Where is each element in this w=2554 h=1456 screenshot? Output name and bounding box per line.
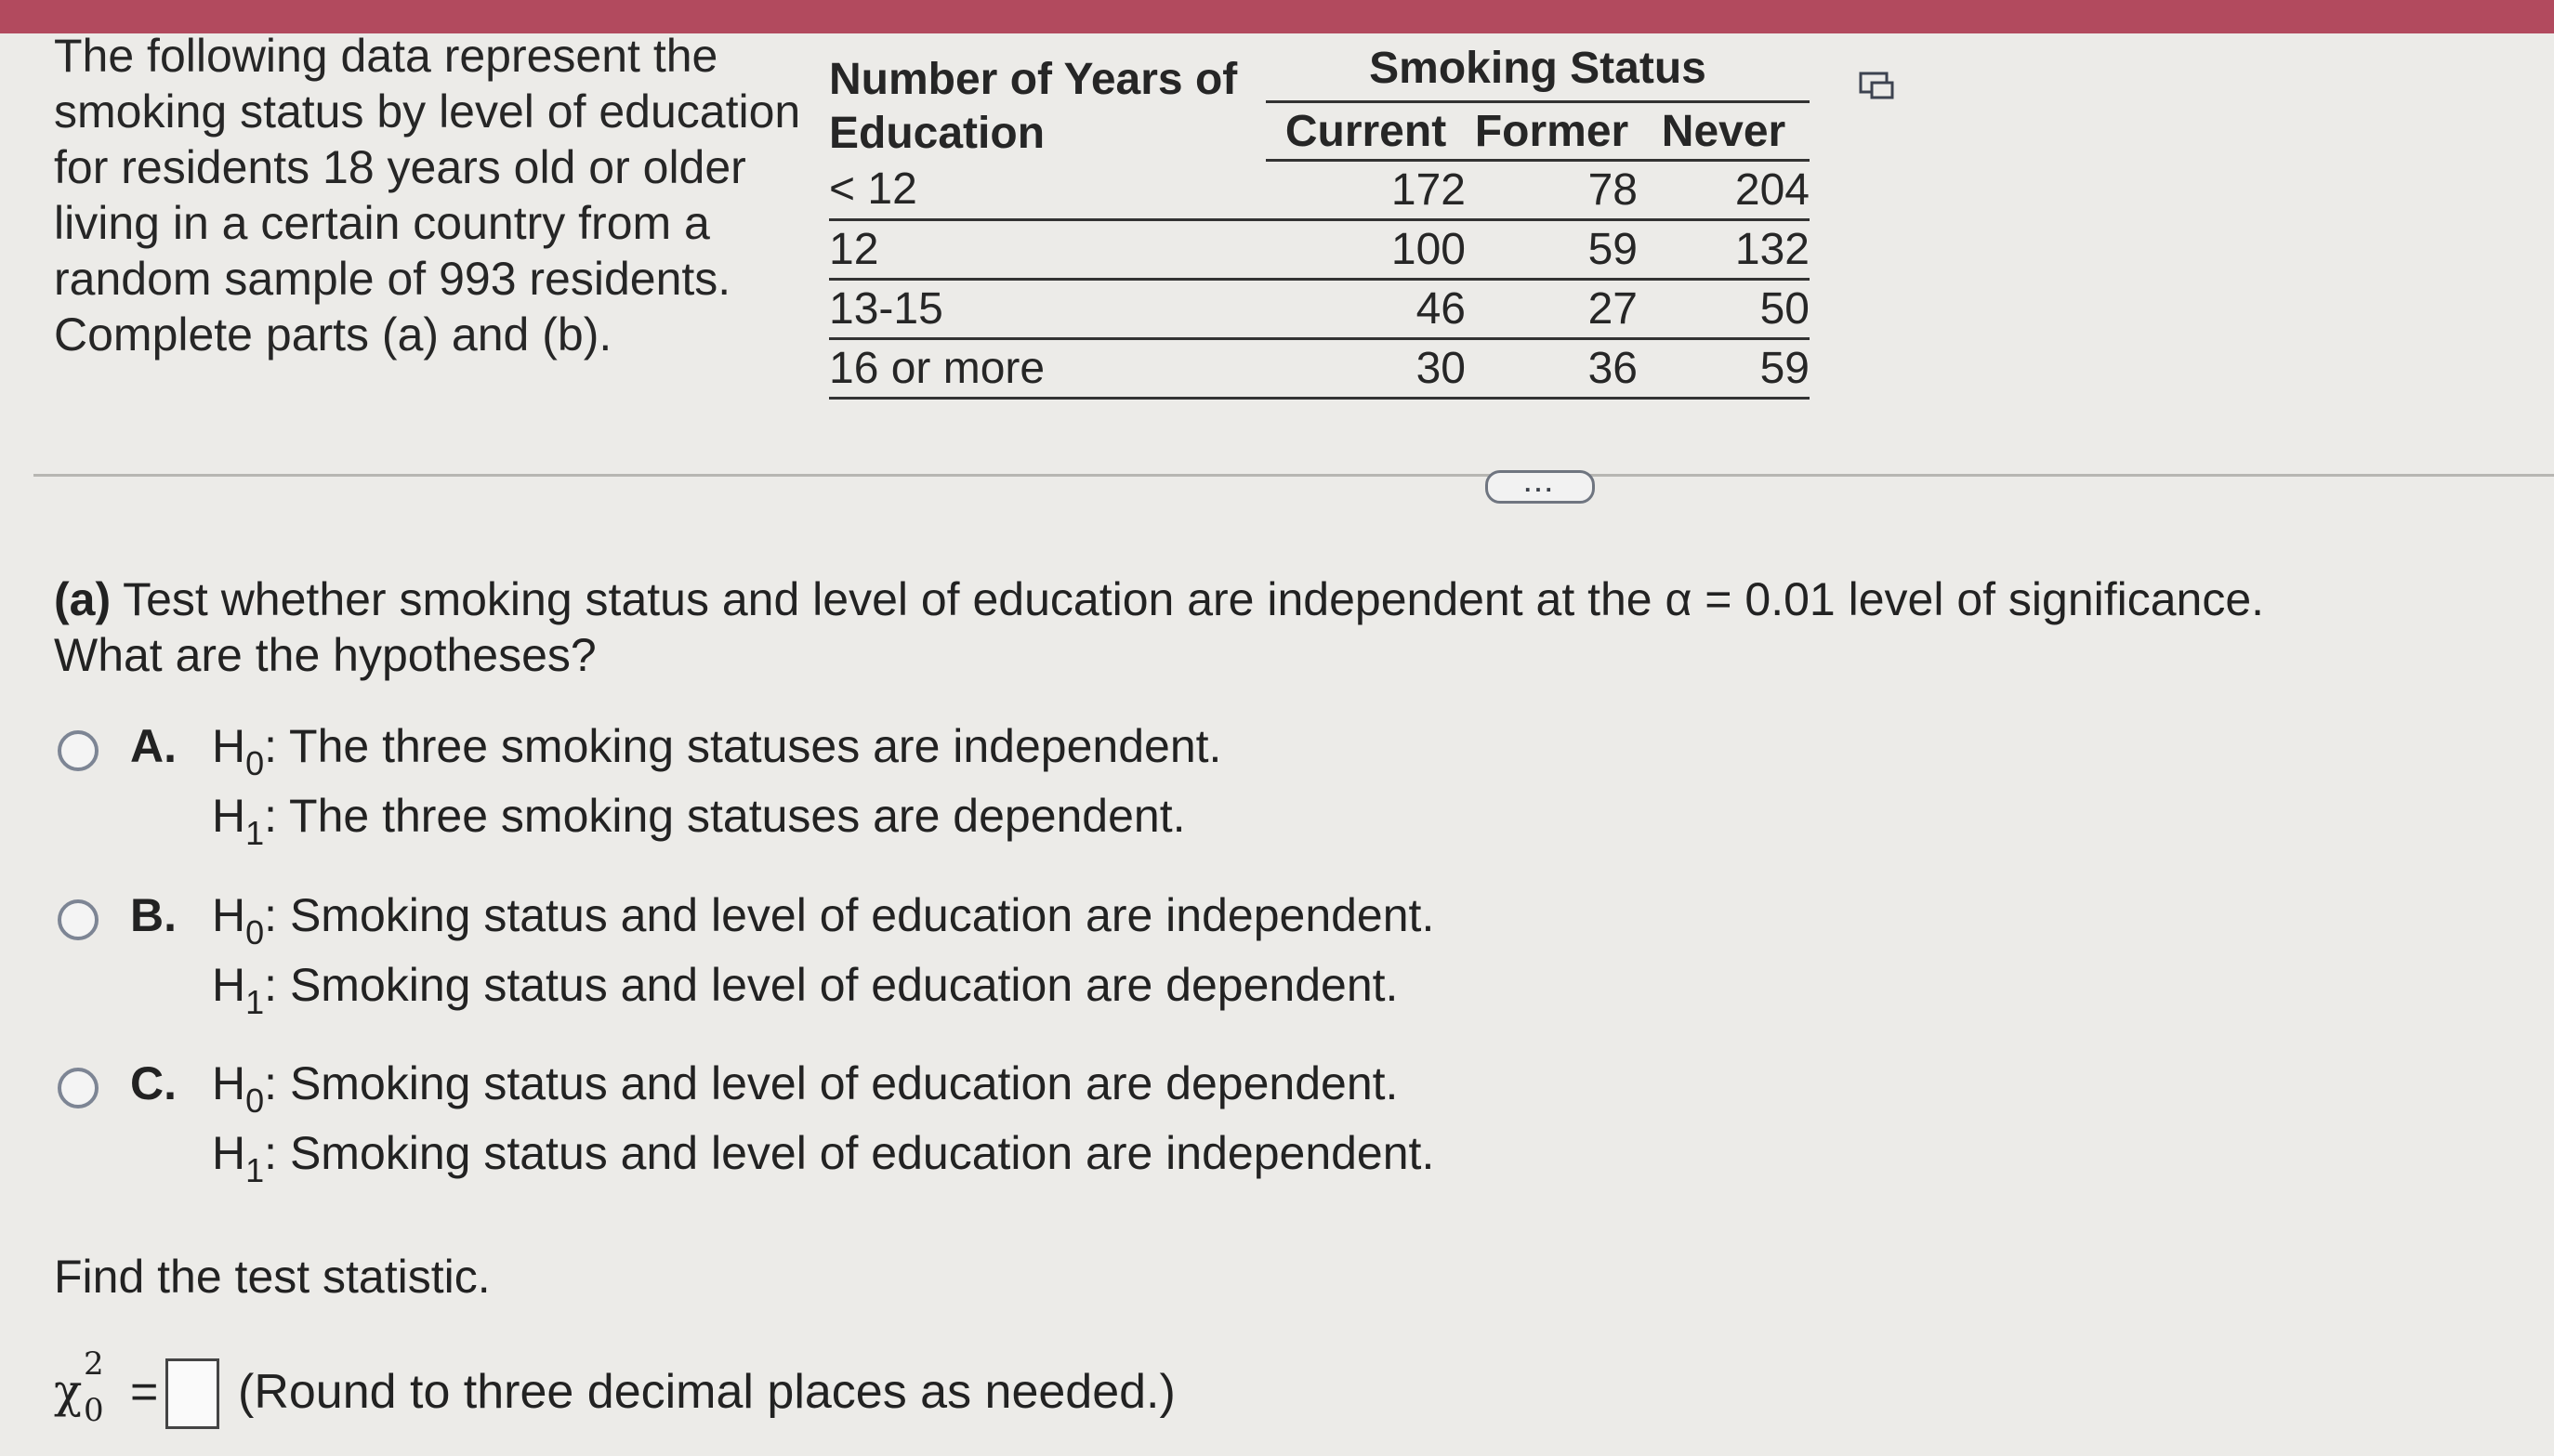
radio-option-a[interactable] xyxy=(58,730,99,771)
cell-current: 100 xyxy=(1266,220,1466,280)
equals-sign: = xyxy=(130,1365,159,1419)
option-b[interactable] xyxy=(58,883,1545,1021)
option-a[interactable] xyxy=(58,714,1545,852)
cell-former: 27 xyxy=(1466,280,1638,339)
option-c-h0: $H_0$: Smoking status and level of education are dependent. xyxy=(212,1057,1399,1120)
option-c[interactable] xyxy=(58,1051,1545,1189)
question-body: Test whether smoking status and level of education are independent at the α = 0.01 level of significance. xyxy=(123,573,2265,625)
option-letter: B. xyxy=(130,889,177,941)
cell-current: 46 xyxy=(1266,280,1466,339)
cell-never: 50 xyxy=(1638,280,1810,339)
cell-former: 36 xyxy=(1466,339,1638,399)
option-b-h1: $H_1$: Smoking status and level of education are dependent. xyxy=(212,959,1399,1021)
section-divider xyxy=(33,474,2554,477)
row-label: < 12 xyxy=(829,161,1266,220)
option-a-h0: $H_0$: The three smoking statuses are independent. xyxy=(212,720,1222,782)
expand-table-icon[interactable] xyxy=(1859,72,1896,101)
cell-former: 59 xyxy=(1466,220,1638,280)
col-header-former: Former xyxy=(1466,102,1638,161)
option-c-h1: $H_1$: Smoking status and level of education are independent. xyxy=(212,1127,1435,1189)
row-label: 12 xyxy=(829,220,1266,280)
question-part-label: (a) xyxy=(54,573,112,625)
radio-option-c[interactable] xyxy=(58,1068,99,1108)
table-row xyxy=(829,339,1810,399)
row-header: Number of Years of Education xyxy=(829,54,1238,158)
cell-current: 172 xyxy=(1266,161,1466,220)
smoking-education-table xyxy=(829,35,1810,400)
option-b-h0: $H_0$: Smoking status and level of education are independent. xyxy=(212,889,1435,951)
option-letter: A. xyxy=(130,720,177,772)
problem-intro: The following data represent the smoking status by level of education for residents 18 years old or older living in a certain country from a random sample of 993 residents. Complete parts (a) and (b). xyxy=(54,30,801,361)
table-row xyxy=(829,161,1810,220)
table-row xyxy=(829,220,1810,280)
question-text xyxy=(54,571,2284,683)
find-test-statistic-label: Find the test statistic. xyxy=(54,1251,491,1303)
row-label: 13-15 xyxy=(829,280,1266,339)
chi-square-symbol: χ 2 0 xyxy=(54,1345,104,1429)
question-line2: What are the hypotheses? xyxy=(54,629,597,681)
row-label: 16 or more xyxy=(829,339,1266,399)
more-button[interactable]: ... xyxy=(1485,470,1595,504)
option-a-h1: $H_1$: The three smoking statuses are dependent. xyxy=(212,790,1186,852)
cell-former: 78 xyxy=(1466,161,1638,220)
test-statistic-input[interactable] xyxy=(165,1358,219,1429)
col-header-current: Current xyxy=(1266,102,1466,161)
smoking-status-header: Smoking Status xyxy=(1266,35,1810,102)
cell-never: 132 xyxy=(1638,220,1810,280)
option-letter: C. xyxy=(130,1057,177,1109)
radio-option-b[interactable] xyxy=(58,899,99,940)
table-row xyxy=(829,280,1810,339)
cell-never: 59 xyxy=(1638,339,1810,399)
cell-current: 30 xyxy=(1266,339,1466,399)
cell-never: 204 xyxy=(1638,161,1810,220)
rounding-note: (Round to three decimal places as needed.) xyxy=(238,1365,1176,1419)
col-header-never: Never xyxy=(1638,102,1810,161)
